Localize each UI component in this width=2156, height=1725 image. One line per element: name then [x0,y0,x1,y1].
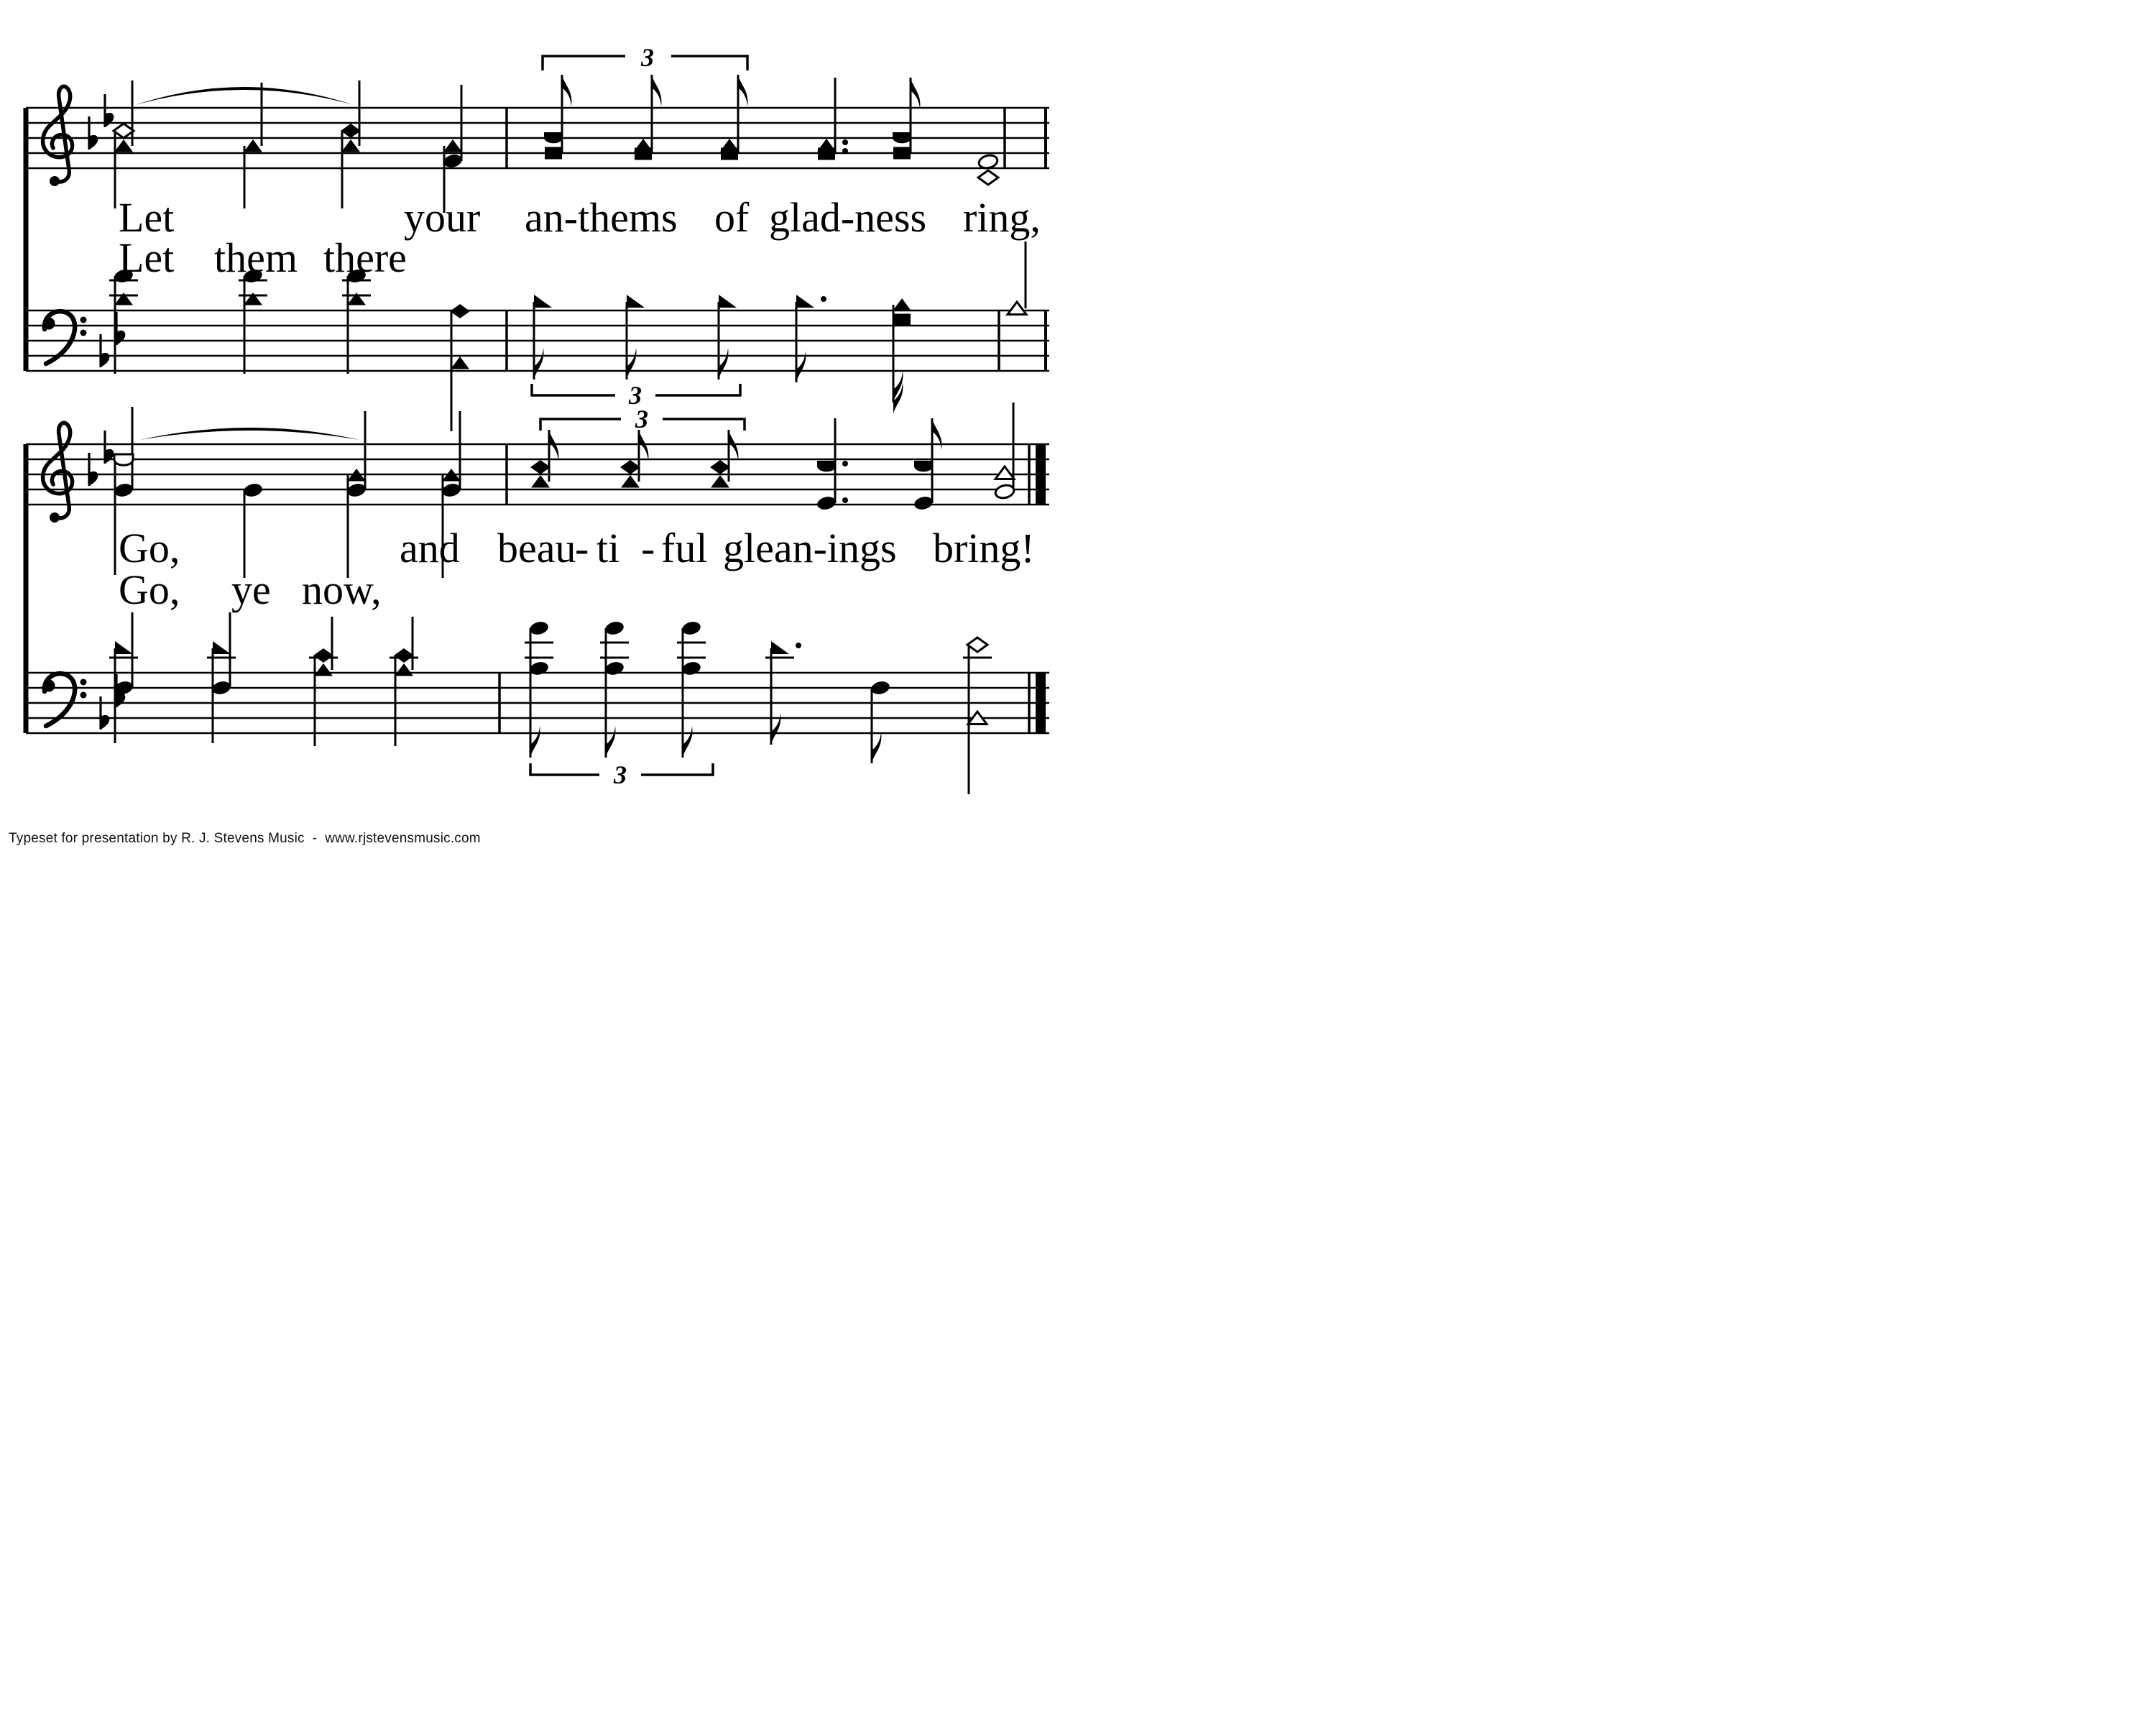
augmentation-dot [842,497,848,503]
notehead-diamond [967,638,987,652]
notehead-oval [242,482,263,499]
note-flag [534,348,543,380]
notehead-oval [442,153,463,170]
note-flag [932,418,941,450]
notehead-triangle [244,139,262,152]
notehead-triangle [531,475,550,488]
slur [135,87,354,105]
note [817,78,848,160]
note [870,680,890,763]
lyric-syllable: an-thems [525,194,678,241]
note [600,620,629,758]
notehead-triangle [621,475,640,488]
note [816,418,848,511]
triplet-bracket [530,760,713,789]
notehead-fa [213,641,231,654]
lyric-syllable: glean-ings [723,525,897,571]
triplet-number: 3 [641,43,654,72]
notehead-fa [771,641,789,654]
notehead-oval [913,495,934,512]
note-flag [729,430,738,461]
lyric-syllable: ful [661,525,708,571]
final-barline-thick [1036,672,1046,734]
notehead-square [721,148,738,160]
lyric-syllable: Let [119,194,175,241]
note [796,295,826,382]
notehead-triangle [995,466,1014,479]
notehead-square [893,314,911,326]
notehead-triangle [443,139,462,152]
notehead-oval [604,661,625,677]
note-flag [683,726,692,758]
note [627,295,645,380]
note [765,641,801,745]
notehead-oval [681,620,701,637]
note [109,612,138,743]
note [309,617,338,746]
note [963,638,992,794]
note [677,620,706,758]
flat-sign-icon [89,116,98,150]
note [720,75,747,160]
notehead-square [545,147,562,160]
flat-sign-icon [101,334,109,367]
note [977,154,998,185]
notehead-fa [115,641,133,654]
treble-clef-icon [43,423,73,523]
notehead-diamond [530,460,550,474]
note [242,482,263,578]
notehead-diamond [114,124,134,138]
note [207,612,236,743]
staff-treble-1 [26,75,1049,213]
lyric-syllable: beau [497,525,576,571]
augmentation-dot [796,643,801,648]
note [913,418,941,511]
notehead-oval [528,661,549,677]
sheet-music-page [0,0,1078,862]
staff-bass-2 [26,612,1049,794]
flat-sign-icon [101,696,109,730]
lyric-syllable: Let [119,234,175,281]
notehead-square [635,148,652,160]
note [994,402,1015,500]
notehead-triangle [114,139,133,152]
note [109,268,138,374]
notehead-diamond [394,648,414,663]
lyric-syllable: bring! [933,525,1035,571]
lyrics-layer [119,194,1041,613]
notehead-triangle [711,475,729,488]
notehead-oval [870,680,890,696]
triplet-number: 3 [614,760,627,789]
lyric-syllable: Go, [119,525,180,571]
notehead-triangle [1008,302,1026,315]
notehead-oval [994,484,1015,500]
note [114,80,134,208]
notehead-triangle [893,298,911,311]
notehead-oval [681,661,701,677]
notehead-diamond [450,304,470,318]
slur [140,428,359,440]
note-flag [562,75,571,106]
note [1008,242,1026,315]
lyric-syllable: ring, [963,194,1041,241]
notehead-oval [346,482,367,499]
triplet-number: 3 [635,405,648,433]
lyric-syllable: - [641,525,655,571]
notehead-oval [441,482,461,499]
note [634,75,661,160]
note-flag [738,75,747,106]
lyric-syllable: of [714,194,750,241]
notehead-triangle [451,356,469,369]
notehead-fa [796,295,814,308]
note [390,617,418,746]
notehead-oval [816,495,837,512]
note-flag [911,78,920,109]
note [719,295,737,380]
notehead-triangle [395,663,413,676]
note [342,268,371,374]
lyric-syllable: glad-ness [769,194,927,241]
notehead-diamond [341,124,361,138]
notehead-oval [604,620,625,637]
notehead-fa [627,295,645,308]
augmentation-dot [842,461,848,466]
augmentation-dot [842,148,848,154]
augmentation-dot [842,139,848,145]
lyric-syllable: - [575,525,589,571]
lyric-syllable: ye [231,566,271,613]
augmentation-dot [821,296,826,302]
note-flag [549,430,558,461]
note-flag [639,430,648,461]
notehead-cup [893,132,911,143]
note [244,83,262,208]
lyric-syllable: them [214,234,298,281]
lyric-syllable: now, [302,566,382,613]
system [26,43,1049,440]
notehead-diamond [978,170,998,185]
final-barline-thick [1036,443,1046,505]
lyric-syllable: and [400,525,460,571]
note-flag [627,348,636,380]
notehead-oval [211,680,231,696]
lyric-syllable: ti [596,525,620,571]
notehead-cup [544,132,563,143]
lyric-syllable: there [323,234,407,281]
staff-bass-1 [26,242,1049,431]
note [534,295,552,380]
notehead-oval [528,620,549,637]
note [239,268,267,374]
notehead-fa [534,295,552,308]
note [544,75,571,160]
note-flag [606,726,615,758]
triplet-bracket [543,43,747,72]
notehead-triangle [314,663,333,676]
note-flag [719,348,728,380]
notehead-cup [817,461,836,472]
triplet-bracket [540,405,745,433]
note [893,78,920,160]
notehead-cup [914,461,933,472]
note [341,80,361,208]
notehead-triangle [341,139,360,152]
notehead-diamond [620,460,640,474]
note-flag [652,75,661,106]
lyric-syllable: your [404,194,481,241]
score-canvas [0,0,1078,862]
flat-sign-icon [89,453,98,486]
triplet-number: 3 [629,381,642,410]
notehead-diamond [313,648,333,663]
lyric-syllable: Go, [119,566,180,613]
notehead-diamond [710,460,730,474]
note-flag [530,726,540,758]
treble-clef-icon [43,86,73,186]
notehead-square [893,147,911,160]
note [525,620,553,758]
footer-credit: Typeset for presentation by R. J. Stevens Music - www.rjstevensmusic.com [9,831,481,846]
notehead-fa [719,295,737,308]
notehead-oval [113,482,134,499]
note [346,411,367,578]
notehead-square [818,148,835,160]
note-flag [872,732,881,763]
notehead-cup [114,454,133,465]
